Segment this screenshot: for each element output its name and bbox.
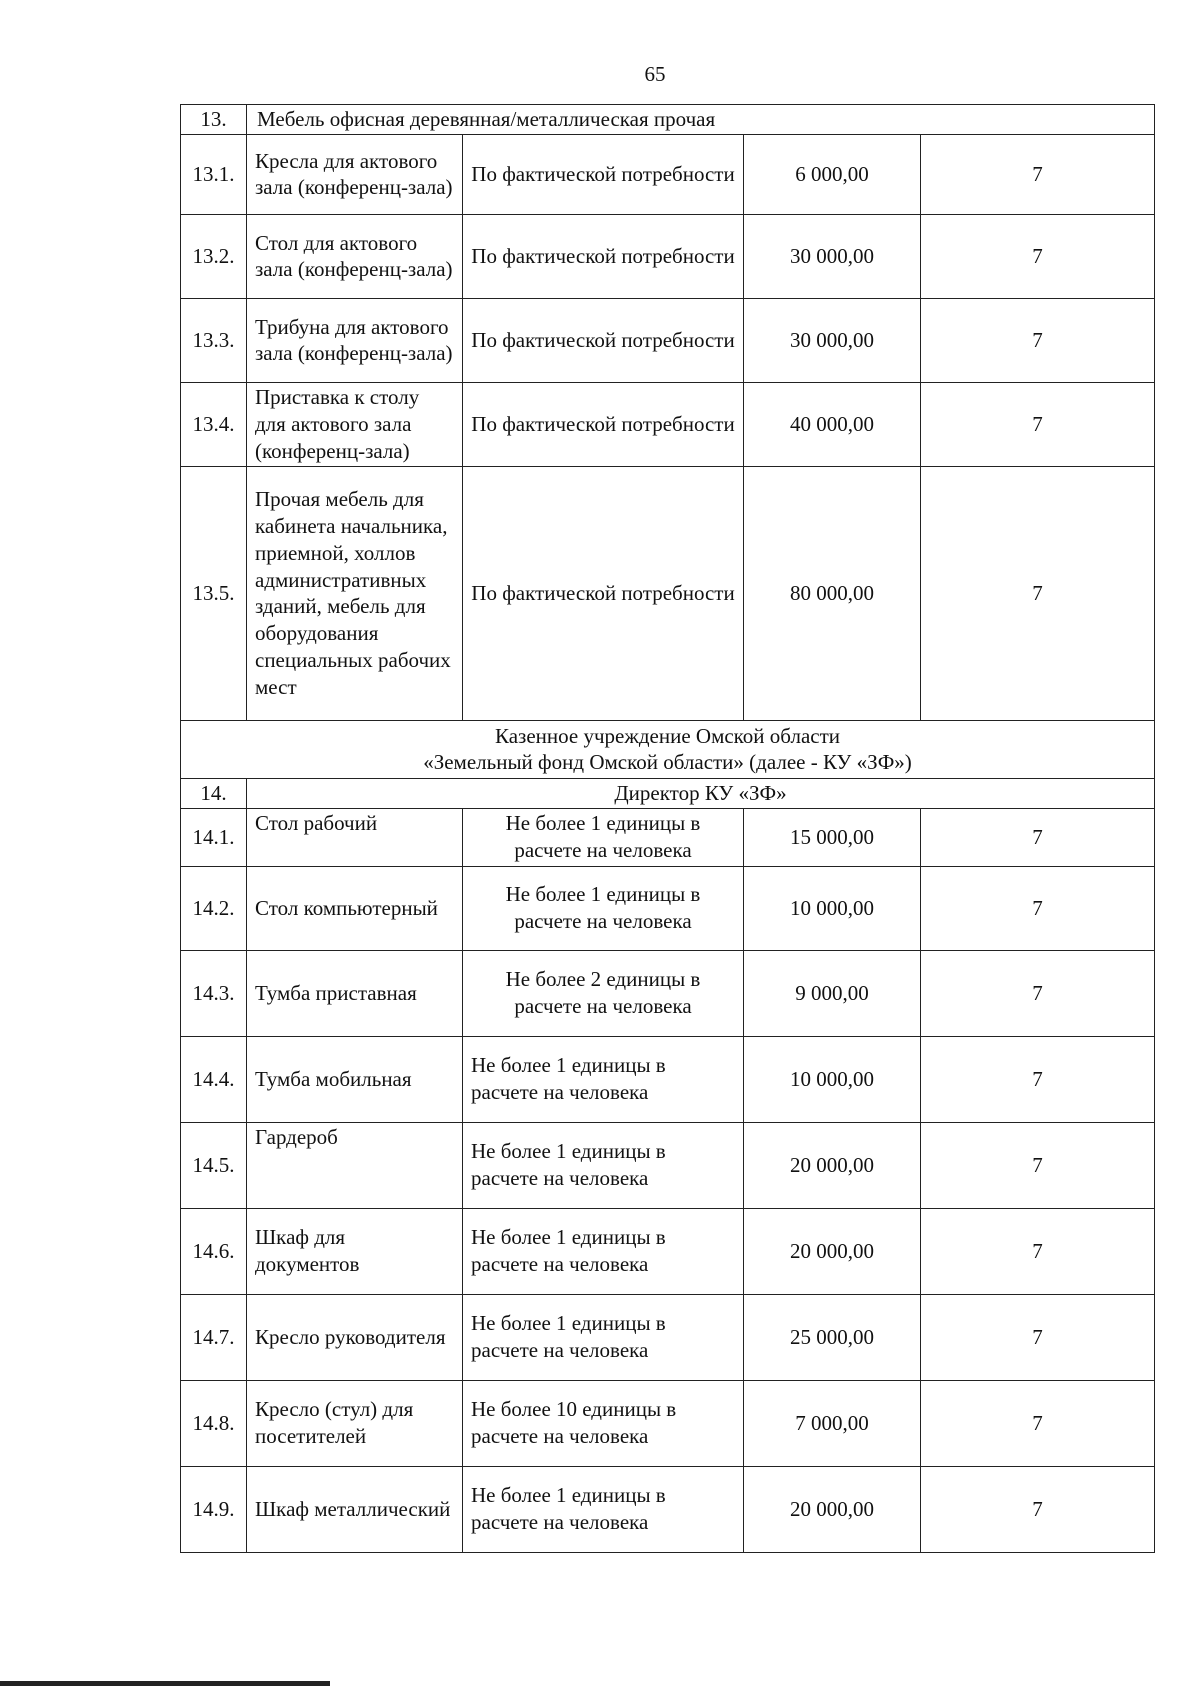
section-number: 14. xyxy=(181,778,247,808)
section-title: Директор КУ «ЗФ» xyxy=(247,778,1155,808)
item-norm: Не более 10 единицы в расчете на человека xyxy=(463,1380,744,1466)
item-norm: По фактической потребности xyxy=(463,214,744,298)
item-price: 10 000,00 xyxy=(744,866,921,950)
item-norm: Не более 1 единицы в расчете на человека xyxy=(463,808,744,866)
row-number: 13.4. xyxy=(181,382,247,466)
item-term: 7 xyxy=(921,1380,1155,1466)
row-number: 13.5. xyxy=(181,466,247,720)
item-term: 7 xyxy=(921,298,1155,382)
table-row xyxy=(181,1036,1155,1122)
row-number: 14.9. xyxy=(181,1466,247,1552)
item-price: 20 000,00 xyxy=(744,1122,921,1208)
item-name: Кресло (стул) для посетителей xyxy=(247,1380,463,1466)
row-number: 13.3. xyxy=(181,298,247,382)
item-norm: По фактической потребности xyxy=(463,382,744,466)
item-name: Кресла для актового зала (конференц-зала) xyxy=(247,134,463,214)
section-title: Мебель офисная деревянная/металлическая прочая xyxy=(247,105,1155,135)
item-price: 20 000,00 xyxy=(744,1208,921,1294)
item-name: Тумба мобильная xyxy=(247,1036,463,1122)
row-number: 14.5. xyxy=(181,1122,247,1208)
furniture-norms-table xyxy=(180,104,1155,1553)
item-name: Трибуна для актового зала (конференц-зала) xyxy=(247,298,463,382)
item-term: 7 xyxy=(921,1122,1155,1208)
scan-edge-line xyxy=(0,1681,330,1686)
organization-row xyxy=(181,720,1155,778)
item-norm: Не более 1 единицы в расчете на человека xyxy=(463,1122,744,1208)
item-norm: Не более 1 единицы в расчете на человека xyxy=(463,1036,744,1122)
row-number: 14.4. xyxy=(181,1036,247,1122)
row-number: 14.7. xyxy=(181,1294,247,1380)
table-row xyxy=(181,134,1155,214)
section-number: 13. xyxy=(181,105,247,135)
item-name: Кресло руководителя xyxy=(247,1294,463,1380)
item-price: 25 000,00 xyxy=(744,1294,921,1380)
table-row xyxy=(181,466,1155,720)
row-number: 14.6. xyxy=(181,1208,247,1294)
item-term: 7 xyxy=(921,466,1155,720)
section-header-row xyxy=(181,105,1155,135)
item-name: Шкаф металлический xyxy=(247,1466,463,1552)
row-number: 14.1. xyxy=(181,808,247,866)
row-number: 13.1. xyxy=(181,134,247,214)
table-row xyxy=(181,382,1155,466)
item-term: 7 xyxy=(921,1036,1155,1122)
organization-line-2: «Земельный фонд Омской области» (далее - КУ «ЗФ») xyxy=(423,750,912,775)
item-term: 7 xyxy=(921,134,1155,214)
table-row xyxy=(181,808,1155,866)
item-price: 7 000,00 xyxy=(744,1380,921,1466)
item-term: 7 xyxy=(921,866,1155,950)
table-row xyxy=(181,1294,1155,1380)
table-row xyxy=(181,298,1155,382)
table-row xyxy=(181,1208,1155,1294)
item-name: Стол рабочий xyxy=(247,808,463,866)
table-row xyxy=(181,214,1155,298)
table-row xyxy=(181,1122,1155,1208)
item-price: 15 000,00 xyxy=(744,808,921,866)
item-name: Стол для актового зала (конференц-зала) xyxy=(247,214,463,298)
item-name: Приставка к столу для актового зала (конференц-зала) xyxy=(247,382,463,466)
row-number: 14.3. xyxy=(181,950,247,1036)
item-norm: По фактической потребности xyxy=(463,298,744,382)
item-price: 6 000,00 xyxy=(744,134,921,214)
item-price: 30 000,00 xyxy=(744,298,921,382)
item-term: 7 xyxy=(921,214,1155,298)
item-norm: Не более 1 единицы в расчете на человека xyxy=(463,1208,744,1294)
item-price: 20 000,00 xyxy=(744,1466,921,1552)
item-norm: Не более 2 единицы в расчете на человека xyxy=(463,950,744,1036)
item-price: 30 000,00 xyxy=(744,214,921,298)
item-term: 7 xyxy=(921,382,1155,466)
item-term: 7 xyxy=(921,1466,1155,1552)
row-number: 14.2. xyxy=(181,866,247,950)
item-name: Гардероб xyxy=(247,1122,463,1208)
item-norm: По фактической потребности xyxy=(463,134,744,214)
item-term: 7 xyxy=(921,1208,1155,1294)
item-norm: Не более 1 единицы в расчете на человека xyxy=(463,1466,744,1552)
item-price: 10 000,00 xyxy=(744,1036,921,1122)
table-row xyxy=(181,866,1155,950)
item-norm: Не более 1 единицы в расчете на человека xyxy=(463,1294,744,1380)
organization-name xyxy=(181,720,1155,778)
table-row xyxy=(181,1466,1155,1552)
item-name: Стол компьютерный xyxy=(247,866,463,950)
item-norm: По фактической потребности xyxy=(463,466,744,720)
item-price: 40 000,00 xyxy=(744,382,921,466)
item-name: Тумба приставная xyxy=(247,950,463,1036)
table-row xyxy=(181,1380,1155,1466)
item-name: Шкаф для документов xyxy=(247,1208,463,1294)
organization-line-1: Казенное учреждение Омской области xyxy=(494,723,840,748)
item-norm: Не более 1 единицы в расчете на человека xyxy=(463,866,744,950)
item-price: 80 000,00 xyxy=(744,466,921,720)
page-number: 65 xyxy=(644,62,666,86)
item-term: 7 xyxy=(921,950,1155,1036)
row-number: 14.8. xyxy=(181,1380,247,1466)
item-name: Прочая мебель для кабинета начальника, приемной, холлов административных зданий, мебель для оборудования специальных рабочих мест xyxy=(247,466,463,720)
row-number: 13.2. xyxy=(181,214,247,298)
item-term: 7 xyxy=(921,808,1155,866)
item-term: 7 xyxy=(921,1294,1155,1380)
section-header-row xyxy=(181,778,1155,808)
item-price: 9 000,00 xyxy=(744,950,921,1036)
table-row xyxy=(181,950,1155,1036)
